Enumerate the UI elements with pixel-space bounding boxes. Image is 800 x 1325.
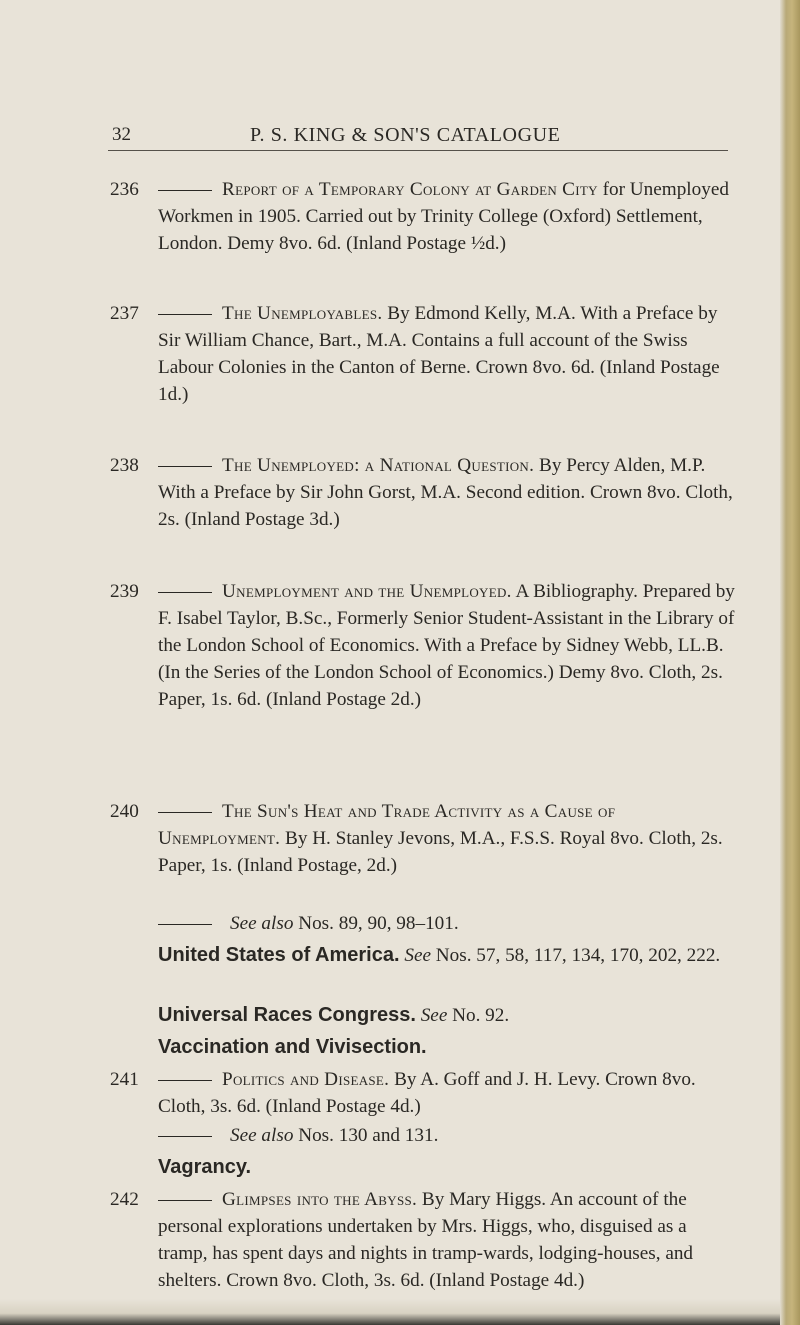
catalogue-entry (110, 798, 735, 879)
subject-name: Vagrancy. (158, 1156, 252, 1178)
subject-heading (158, 1034, 738, 1061)
entry-title: Report of a Temporary Colony at Garden City (222, 179, 598, 200)
ditto-dash (158, 1080, 212, 1081)
ditto-dash (158, 592, 212, 593)
subject-name: Universal Races Congress. (158, 1004, 416, 1026)
entry-text: By Mary Higgs. An account of the personal explorations undertaken by Mrs. Higgs, who, disguised as a tramp, has spent days and nights in tramp-wards, lodging-houses, and shelters. Crown 8vo. Cloth, 3s. 6d. (Inland Postage 4d.) (158, 1189, 694, 1291)
ditto-dash (158, 812, 212, 813)
see-also-label: See also (230, 913, 294, 934)
see-refs: No. 92. (452, 1005, 510, 1026)
entry-number: 240 (110, 801, 139, 822)
page-edge (780, 0, 800, 1325)
ditto-dash (158, 190, 212, 191)
entry-text: By Edmond Kelly, M.A. With a Preface by Sir William Chance, Bart., M.A. Contains a full account of the Swiss Labour Colonies in the Canton of Berne. Crown 8vo. 6d. (Inland Postage 1d.) (158, 303, 720, 405)
entry-number: 236 (110, 179, 139, 200)
subject-heading (158, 1154, 738, 1181)
entry-title: Politics and Disease. (222, 1069, 390, 1090)
entry-text: By A. Goff and J. H. Levy. Crown 8vo. Cloth, 3s. 6d. (Inland Postage 4d.) (158, 1069, 696, 1117)
ditto-dash (158, 1136, 212, 1137)
see-also-label: See also (230, 1125, 294, 1146)
see-also-line (158, 910, 459, 937)
see-refs: Nos. 57, 58, 117, 134, 170, 202, 222. (435, 945, 721, 966)
subject-heading (158, 942, 738, 969)
entry-number: 241 (110, 1069, 139, 1090)
entry-number: 237 (110, 303, 139, 324)
entry-text: By H. Stanley Jevons, M.A., F.S.S. Royal 8vo. Cloth, 2s. Paper, 1s. (Inland Postage, 2d.) (158, 828, 723, 876)
ditto-dash (158, 314, 212, 315)
entry-number: 239 (110, 581, 139, 602)
see-label: See (420, 1005, 448, 1026)
ditto-dash (158, 466, 212, 467)
entry-title: The Unemployables. (222, 303, 383, 324)
see-also-refs: Nos. 130 and 131. (298, 1125, 439, 1146)
entry-text: A Bibliography. Prepared by F. Isabel Taylor, B.Sc., Formerly Senior Student-Assistant in the Library of the London School of Economics. With a Preface by Sidney Webb, LL.B. (In the Series of the London School of Economics.) Demy 8vo. Cloth, 2s. Paper, 1s. 6d. (Inland Postage 2d.) (158, 581, 735, 710)
entry-title: Unemployment and the Unemployed. (222, 581, 512, 602)
entry-number: 242 (110, 1189, 139, 1210)
subject-name: Vaccination and Vivisection. (158, 1036, 427, 1058)
running-head: P. S. KING & SON'S CATALOGUE (250, 124, 561, 146)
entry-title: The Unemployed: a National Question. (222, 455, 535, 476)
header-rule (108, 150, 728, 151)
see-also-line (158, 1122, 438, 1149)
entry-number: 238 (110, 455, 139, 476)
catalogue-entry (110, 1066, 735, 1120)
catalogue-entry (110, 176, 735, 257)
subject-heading (158, 1002, 738, 1029)
catalogue-entry (110, 1186, 735, 1294)
page-number: 32 (112, 124, 131, 145)
see-label: See (404, 945, 431, 966)
entry-title: The Sun's Heat and Trade Activity as a Cause of Unemployment. (158, 801, 616, 849)
catalogue-entry (110, 452, 735, 533)
entry-title: Glimpses into the Abyss. (222, 1189, 418, 1210)
entry-text: By Percy Alden, M.P. With a Preface by Sir John Gorst, M.A. Second edition. Crown 8vo. Cloth, 2s. (Inland Postage 3d.) (158, 455, 733, 530)
see-also-refs: Nos. 89, 90, 98–101. (298, 913, 459, 934)
catalogue-entry (110, 578, 735, 713)
ditto-dash (158, 1200, 212, 1201)
ditto-dash (158, 924, 212, 925)
catalogue-entry (110, 300, 735, 408)
entry-text: for Unemployed Workmen in 1905. Carried out by Trinity College (Oxford) Settlement, London. Demy 8vo. 6d. (Inland Postage ½d.) (158, 179, 729, 254)
subject-name: United States of America. (158, 944, 400, 966)
page-bottom-shadow (0, 1299, 780, 1325)
